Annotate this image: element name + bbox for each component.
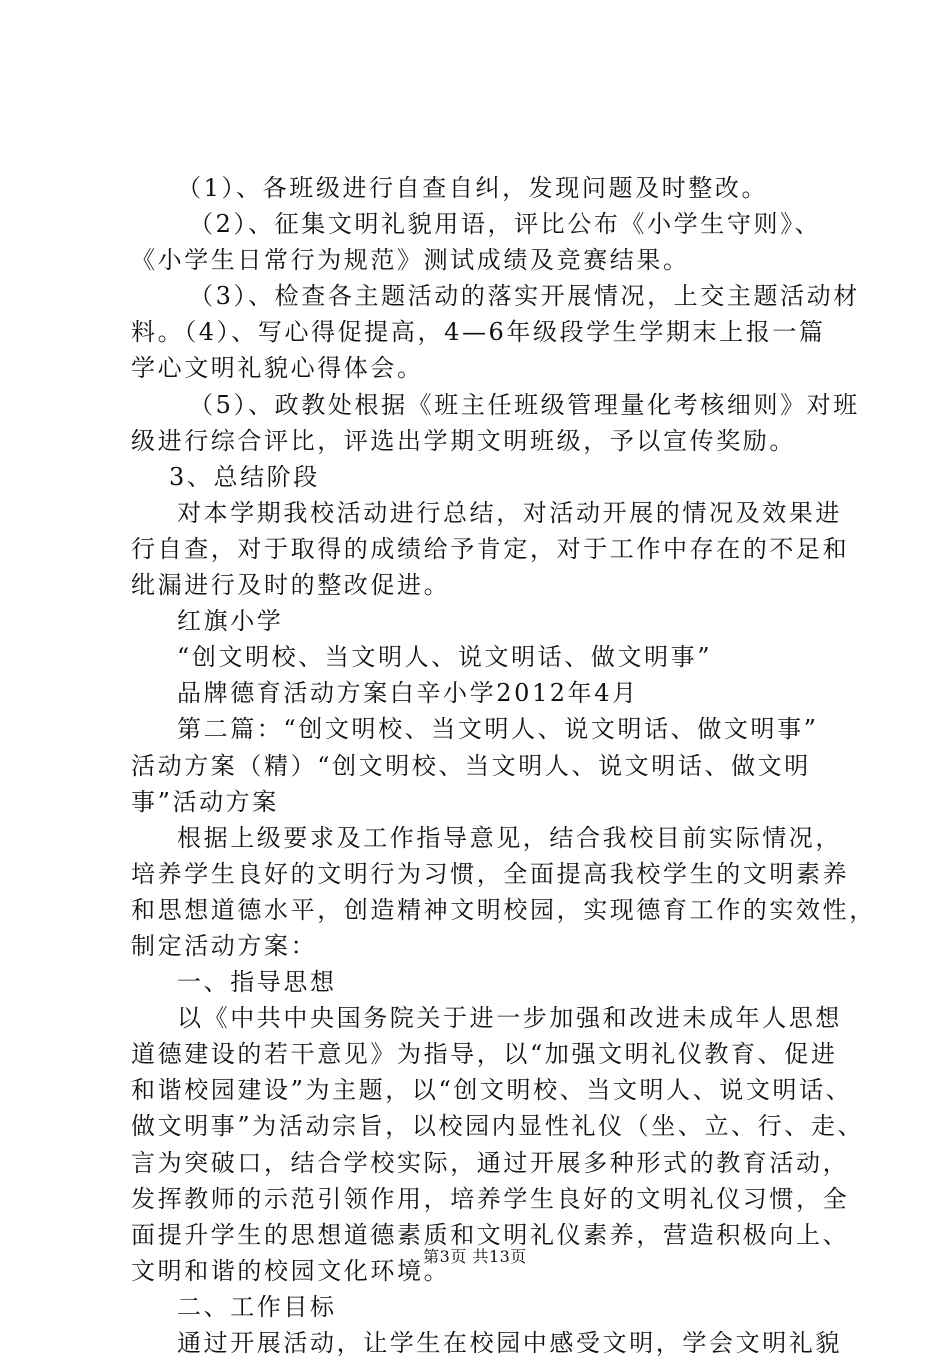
paragraph-line: 发挥教师的示范引领作用，培养学生良好的文明礼仪习惯，全 [131,1184,850,1213]
paragraph-line: 对本学期我校活动进行总结，对活动开展的情况及效果进 [177,498,842,527]
paragraph-line: 料。（4）、写心得促提高，4—6年级段学生学期末上报一篇 [131,318,826,347]
paragraph-line: 道德建设的若干意见》为指导，以“加强文明礼仪教育、促进 [131,1040,838,1069]
section-heading: 二、工作目标 [177,1292,337,1321]
paragraph-line: 品牌德育活动方案白辛小学2012年4月 [177,679,639,708]
chapter-title: 第二篇：“创文明校、当文明人、说文明话、做文明事” [177,715,819,744]
section-heading: 一、指导思想 [177,968,337,997]
paragraph-line: 和谐校园建设”为主题，以“创文明校、当文明人、说文明话、 [131,1076,853,1105]
chapter-title-continued: 事”活动方案 [131,787,279,816]
paragraph-line: 面提升学生的思想道德素质和文明礼仪素养，营造积极向上、 [131,1220,850,1249]
paragraph-line: （3）、检查各主题活动的落实开展情况，上交主题活动材 [189,282,860,311]
paragraph-line: 通过开展活动，让学生在校园中感受文明，学会文明礼貌 [177,1329,842,1357]
paragraph-line: 行自查，对于取得的成绩给予肯定，对于工作中存在的不足和 [131,534,850,563]
paragraph-line: 制定活动方案： [131,931,318,960]
chapter-title-continued: 活动方案（精）“创文明校、当文明人、说文明话、做文明 [131,751,811,780]
paragraph-line: 和思想道德水平，创造精神文明校园，实现德育工作的实效性， [131,895,876,924]
paragraph-line: （1）、各班级进行自查自纠，发现问题及时整改。 [177,174,769,202]
paragraph-line: 做文明事”为活动宗旨，以校园内显性礼仪（坐、立、行、走、 [131,1112,865,1141]
paragraph-line: 学心文明礼貌心得体会。 [131,354,424,383]
page-number: 第3页 共13页 [423,1247,527,1266]
paragraph-line: 言为突破口，结合学校实际，通过开展多种形式的教育活动， [131,1148,850,1177]
section-heading: 3、总结阶段 [169,462,320,491]
school-name: 红旗小学 [177,607,284,636]
page-footer [0,1244,950,1267]
paragraph-line: （5）、政教处根据《班主任班级管理量化考核细则》对班 [189,390,860,419]
paragraph-line: （2）、征集文明礼貌用语，评比公布《小学生守则》、 [189,210,822,239]
paragraph-line: 《小学生日常行为规范》测试成绩及竞赛结果。 [131,246,690,275]
document-body [131,170,876,1361]
paragraph-line: 级进行综合评比，评选出学期文明班级，予以宣传奖励。 [131,426,796,455]
paragraph-line: 纰漏进行及时的整改促进。 [131,571,451,600]
paragraph-line: 培养学生良好的文明行为习惯，全面提高我校学生的文明素养 [131,859,850,888]
slogan-line: “创文明校、当文明人、说文明话、做文明事” [177,643,713,672]
paragraph-line: 文明和谐的校园文化环境。 [131,1256,451,1285]
paragraph-line: 以《中共中央国务院关于进一步加强和改进未成年人思想 [177,1004,842,1033]
paragraph-line: 根据上级要求及工作指导意见，结合我校目前实际情况， [177,823,842,852]
